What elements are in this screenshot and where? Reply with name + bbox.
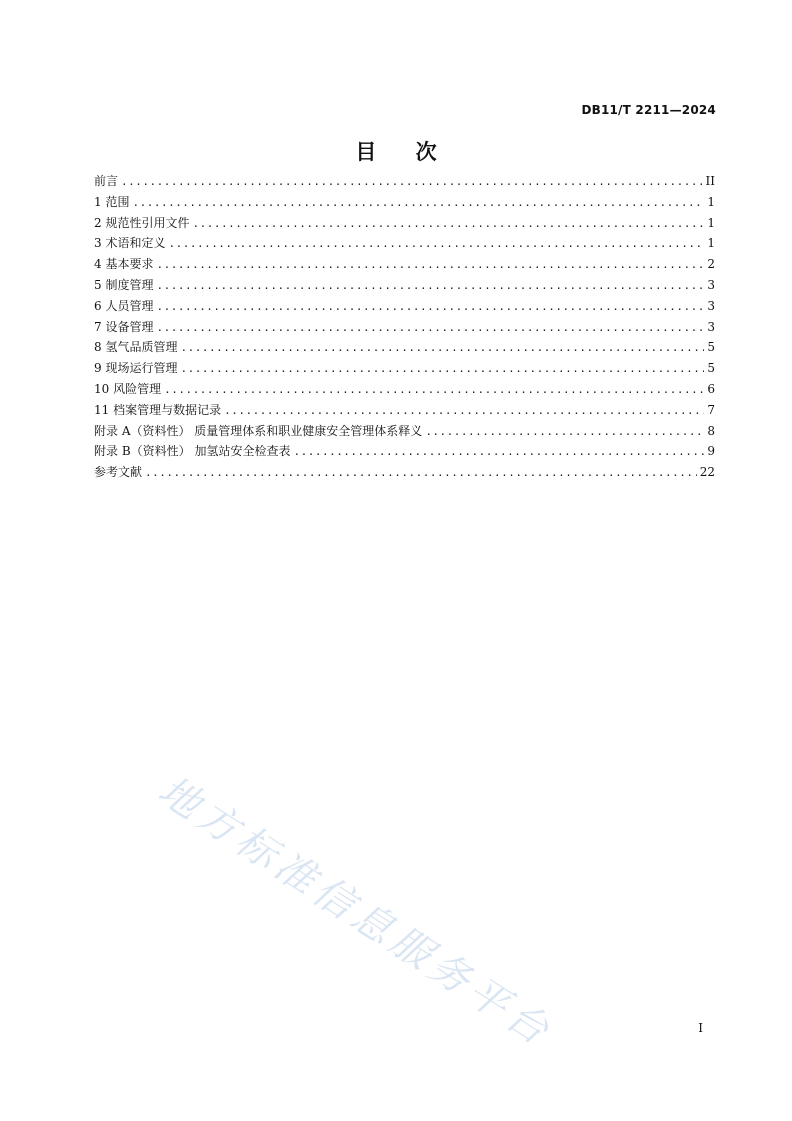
toc-page-number: 22 xyxy=(699,465,715,480)
toc-leader xyxy=(145,463,697,484)
toc-page-number: 3 xyxy=(707,319,715,334)
toc-label: 9 现场运行管理 xyxy=(94,361,178,376)
toc-leader xyxy=(132,193,704,214)
toc-leader xyxy=(293,442,704,463)
toc-entry-basic-requirements[interactable] xyxy=(94,254,715,275)
toc-page-number: 6 xyxy=(707,381,715,396)
table-of-contents xyxy=(94,171,715,483)
toc-label: 2 规范性引用文件 xyxy=(94,215,190,230)
toc-entry-risk-management[interactable] xyxy=(94,379,715,400)
toc-page-number: 5 xyxy=(707,361,715,376)
toc-label: 附录 B（资料性） 加氢站安全检查表 xyxy=(94,444,291,459)
toc-page-number: 8 xyxy=(707,423,715,438)
toc-page-number: 3 xyxy=(707,277,715,292)
toc-page-number: 3 xyxy=(707,298,715,313)
toc-entry-records[interactable] xyxy=(94,400,715,421)
toc-label: 10 风险管理 xyxy=(94,381,162,396)
toc-leader xyxy=(168,234,704,255)
toc-page-number: 7 xyxy=(707,402,715,417)
toc-entry-terms-definitions[interactable] xyxy=(94,233,715,254)
toc-page-number: 1 xyxy=(707,236,715,251)
toc-entry-bibliography[interactable] xyxy=(94,462,715,483)
toc-entry-appendix-b[interactable] xyxy=(94,441,715,462)
toc-page-number: 9 xyxy=(707,444,715,459)
toc-label: 3 术语和定义 xyxy=(94,236,166,251)
toc-page-number: 1 xyxy=(707,194,715,209)
toc-entry-personnel-management[interactable] xyxy=(94,296,715,317)
toc-label: 1 范围 xyxy=(94,194,130,209)
toc-page-number: 2 xyxy=(707,257,715,272)
toc-entry-equipment-management[interactable] xyxy=(94,317,715,338)
toc-label: 5 制度管理 xyxy=(94,277,154,292)
page-title: 目 次 xyxy=(355,140,453,164)
toc-label: 6 人员管理 xyxy=(94,298,154,313)
page-number: I xyxy=(698,1021,703,1035)
toc-page-number: 5 xyxy=(707,340,715,355)
toc-entry-normative-references[interactable] xyxy=(94,213,715,234)
toc-leader xyxy=(192,214,704,235)
toc-leader xyxy=(156,276,704,297)
toc-label: 附录 A（资料性） 质量管理体系和职业健康安全管理体系释义 xyxy=(94,423,423,438)
toc-leader xyxy=(224,401,704,422)
watermark: 地方标准信息服务平台 xyxy=(150,767,561,1057)
toc-label: 参考文献 xyxy=(94,465,143,480)
toc-label: 前言 xyxy=(94,174,119,188)
toc-page-number: II xyxy=(705,174,715,188)
toc-leader xyxy=(156,318,704,339)
document-code: DB11/T 2211—2024 xyxy=(581,103,716,117)
toc-entry-hydrogen-quality[interactable] xyxy=(94,337,715,358)
toc-entry-site-operation[interactable] xyxy=(94,358,715,379)
toc-leader xyxy=(180,359,704,380)
toc-leader xyxy=(164,380,704,401)
toc-entry-foreword[interactable] xyxy=(94,171,715,192)
toc-leader xyxy=(156,255,704,276)
toc-label: 4 基本要求 xyxy=(94,257,154,272)
toc-leader xyxy=(180,338,704,359)
toc-page-number: 1 xyxy=(707,215,715,230)
toc-leader xyxy=(156,297,704,318)
toc-leader xyxy=(121,172,703,193)
toc-label: 11 档案管理与数据记录 xyxy=(94,402,222,417)
toc-entry-scope[interactable] xyxy=(94,192,715,213)
toc-label: 7 设备管理 xyxy=(94,319,154,334)
toc-entry-appendix-a[interactable] xyxy=(94,421,715,442)
toc-label: 8 氢气品质管理 xyxy=(94,340,178,355)
toc-leader xyxy=(425,422,704,443)
toc-entry-system-management[interactable] xyxy=(94,275,715,296)
